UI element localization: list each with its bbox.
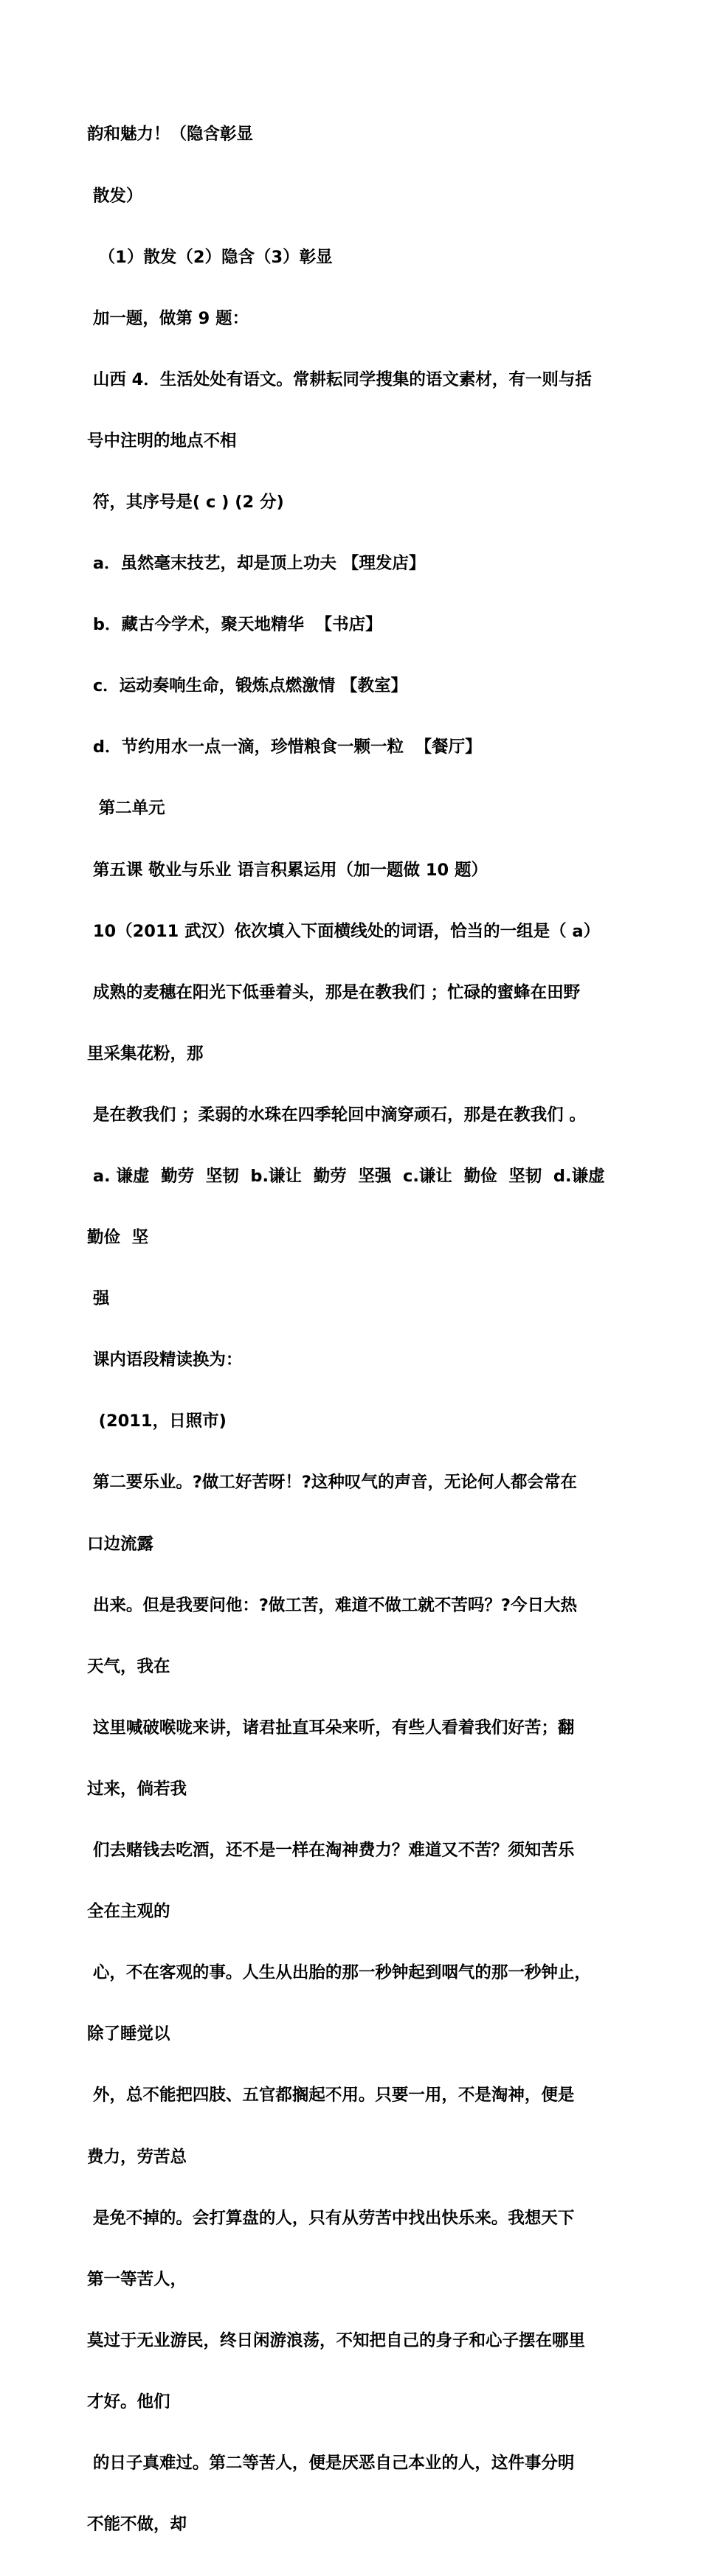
text-line: 勤俭 坚 — [87, 1228, 149, 1248]
text-line: 符，其序号是( c ) (2 分) — [87, 492, 284, 512]
text-line: 不能不做，却 — [87, 2515, 187, 2535]
text-line: （1）散发（2）隐含（3）彰显 — [87, 247, 333, 267]
text-line: (2011，日照市) — [87, 1412, 227, 1431]
text-line: 出来。但是我要问他：?做工苦，难道不做工就不苦吗？?今日大热 — [87, 1595, 577, 1615]
text-line: 成熟的麦穗在阳光下低垂着头，那是在教我们 ；忙碌的蜜蜂在田野 — [87, 982, 581, 1002]
text-line: 强 — [87, 1289, 110, 1309]
text-line: a. 谦虚 勤劳 坚韧 b.谦让 勤劳 坚强 c.谦让 勤俭 坚韧 d.谦虚 — [87, 1167, 605, 1186]
text-line: 天气，我在 — [87, 1656, 170, 1676]
text-line: 号中注明的地点不相 — [87, 431, 237, 451]
text-line: b．藏古今学术，聚天地精华 【书店】 — [87, 615, 382, 635]
text-line: d．节约用水一点一滴，珍惜粮食一颗一粒 【餐厅】 — [87, 737, 482, 757]
section-heading: 第二单元 — [87, 799, 165, 819]
text-line: 这里喊破喉咙来讲，诸君扯直耳朵来听，有些人看着我们好苦；翻 — [87, 1718, 575, 1737]
text-line: 莫过于无业游民，终日闲游浪荡，不知把自己的身子和心子摆在哪里 — [87, 2330, 586, 2350]
text-line: 才好。他们 — [87, 2392, 170, 2412]
text-line: 的日子真难过。第二等苦人，便是厌恶自己本业的人，这件事分明 — [87, 2453, 575, 2473]
text-line: 过来，倘若我 — [87, 1779, 187, 1799]
text-line: 课内语段精读换为： — [87, 1350, 243, 1370]
text-line: 心，不在客观的事。人生从出胎的那一秒钟起到咽气的那一秒钟止， — [87, 1963, 591, 1983]
text-line: 除了睡觉以 — [87, 2024, 170, 2044]
text-line: 加一题，做第 9 题： — [87, 308, 249, 328]
text-line: 韵和魅力！（隐含彰显 — [87, 125, 254, 145]
text-line: 第二要乐业。?做工好苦呀！?这种叹气的声音，无论何人都会常在 — [87, 1473, 577, 1493]
text-line: 10（2011 武汉）依次填入下面横线处的词语，恰当的一组是（ a） — [87, 921, 601, 941]
text-line: 们去赌钱去吃酒，还不是一样在淘神费力？难道又不苦？须知苦乐 — [87, 1841, 575, 1861]
document-body — [87, 84, 626, 2576]
text-line: 费力，劳苦总 — [87, 2147, 187, 2167]
lesson-heading: 第五课 敬业与乐业 语言积累运用（加一题做 10 题） — [87, 860, 488, 880]
text-line: 山西 4．生活处处有语文。常耕耘同学搜集的语文素材，有一则与括 — [87, 369, 592, 389]
text-line: 散发） — [87, 186, 143, 206]
text-line: a．虽然毫末技艺，却是顶上功夫 【理发店】 — [87, 554, 426, 574]
text-line: c．运动奏响生命，锻炼点燃激情 【教室】 — [87, 676, 408, 696]
text-line: 是在教我们 ；柔弱的水珠在四季轮回中滴穿顽石，那是在教我们 。 — [87, 1105, 587, 1125]
text-line: 全在主观的 — [87, 1902, 170, 1922]
text-line: 里采集花粉，那 — [87, 1044, 204, 1063]
text-line: 外，总不能把四肢、五官都搁起不用。只要一用，不是淘神，便是 — [87, 2086, 575, 2105]
text-line: 口边流露 — [87, 1534, 154, 1554]
text-line: 是免不掉的。会打算盘的人，只有从劳苦中找出快乐来。我想天下 — [87, 2208, 575, 2228]
text-line: 第一等苦人， — [87, 2269, 187, 2289]
